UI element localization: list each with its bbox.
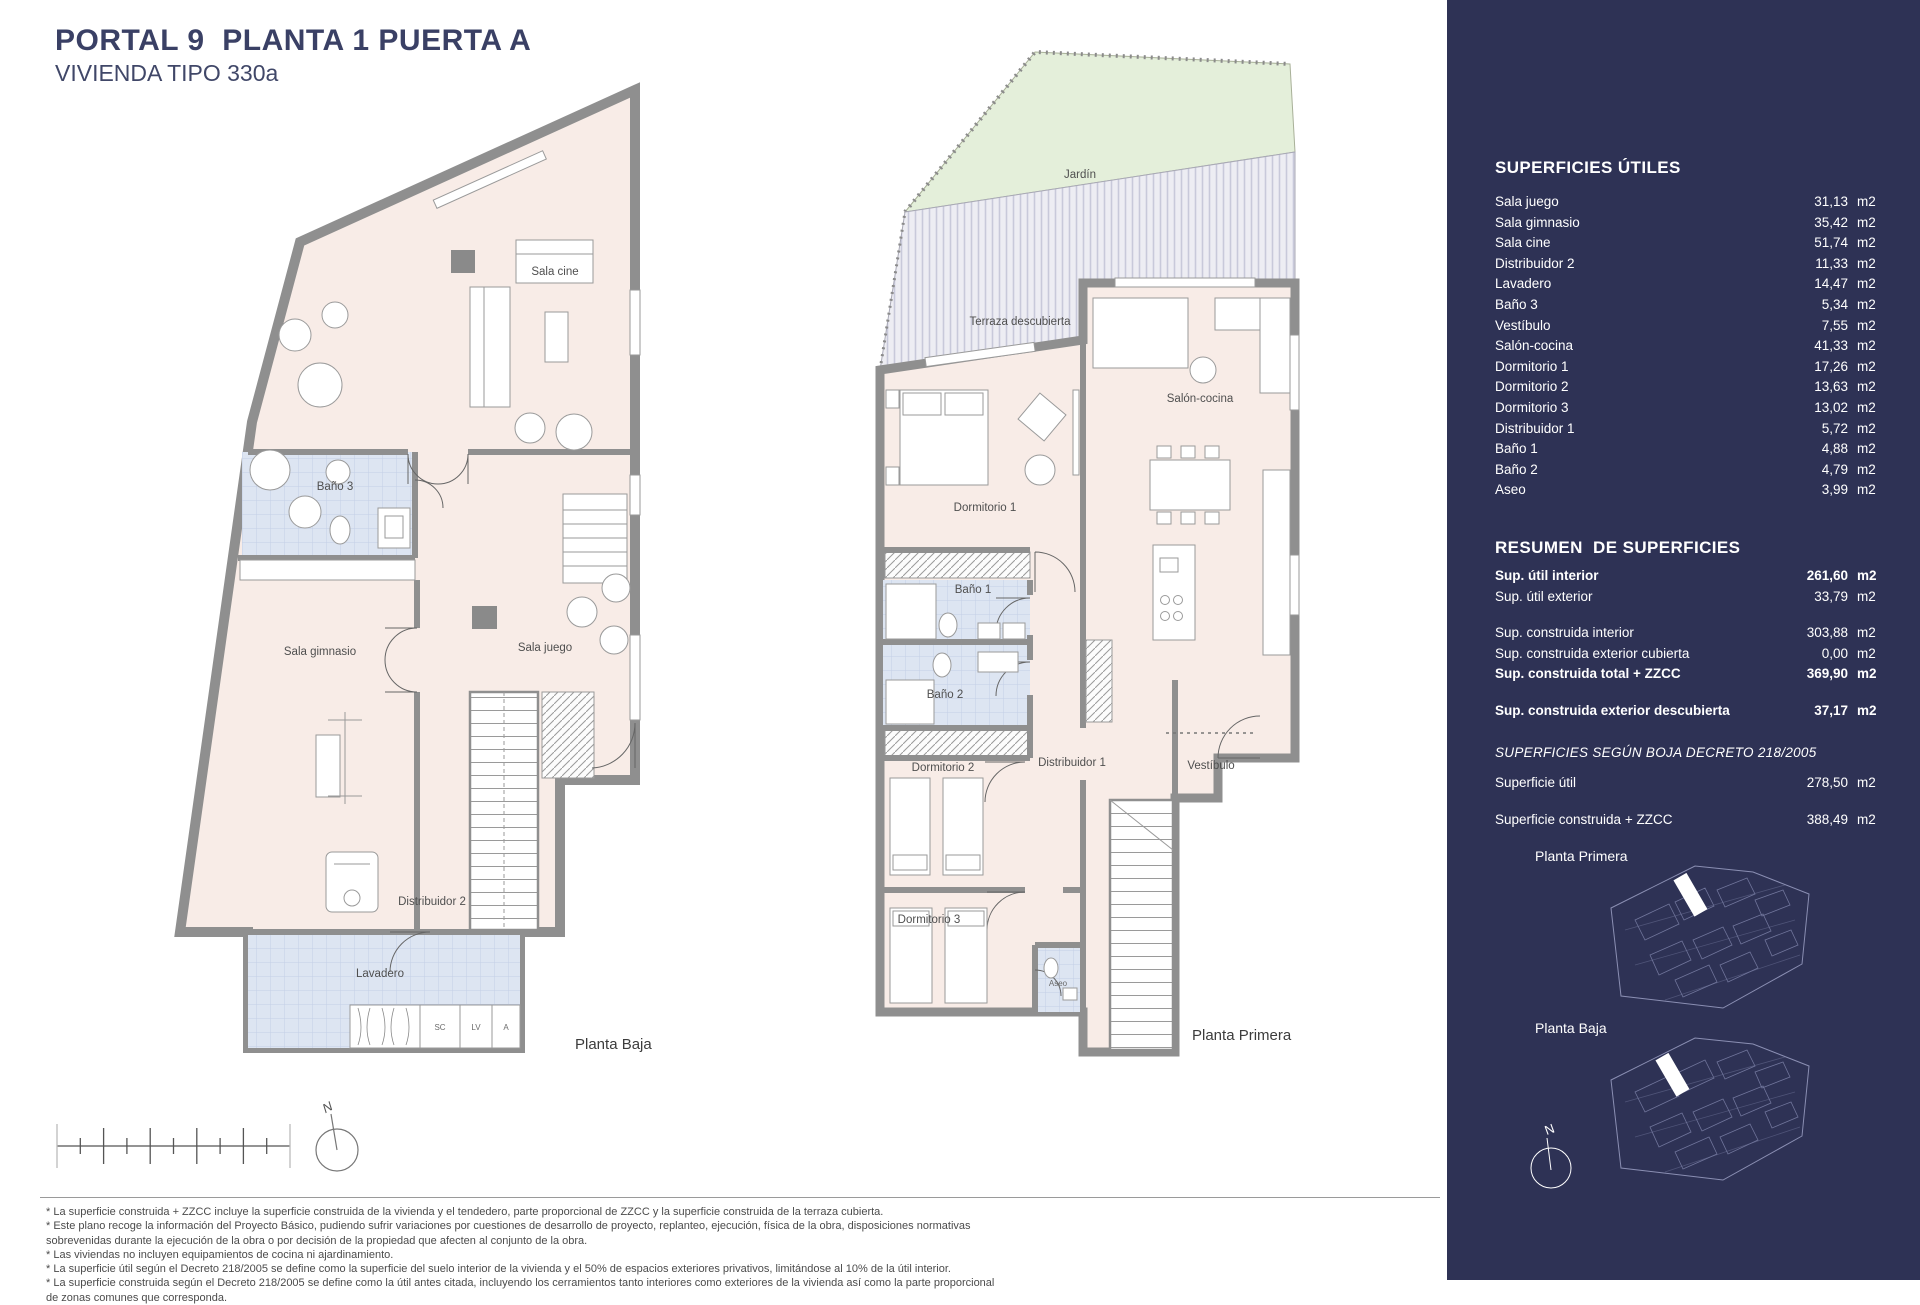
keyplan-planta-baja [1605, 1032, 1817, 1187]
resumen-table [1495, 568, 1887, 724]
area-row [1495, 775, 1887, 796]
area-label: Sup. construida interior [1495, 625, 1634, 641]
area-value: 13,02 [1814, 399, 1848, 415]
area-value: 31,13 [1814, 194, 1848, 209]
area-unit: m2 [1857, 235, 1876, 251]
area-row [1495, 338, 1887, 359]
superficies-utiles-table [1495, 194, 1887, 503]
keyplan-highlight [1655, 1053, 1689, 1097]
area-row [1495, 482, 1887, 503]
area-value: 11,33 [1815, 255, 1848, 271]
area-unit: m2 [1857, 276, 1876, 292]
area-value: 261,60 [1806, 568, 1848, 583]
area-unit: m2 [1857, 461, 1876, 477]
area-value: 4,88 [1821, 441, 1848, 457]
footnote: * Este plano recoge la información del Proyecto Básico, pudiendo sufrir variaciones por cuestiones de desarrollo de proyecto, replanteo, ejecución, física de la obra, disposiciones normativas sobrevenidas durante la ejecución de la obra o por decisión de la propiedad que afecten al conjunto de la obra. [46, 1220, 971, 1247]
area-label: Sup. construida exterior cubierta [1495, 645, 1690, 661]
area-row [1495, 194, 1887, 215]
area-row [1495, 276, 1887, 297]
area-unit: m2 [1857, 338, 1876, 354]
area-unit: m2 [1857, 482, 1876, 498]
area-label: Superficie construida + ZZCC [1495, 811, 1673, 827]
room-label-sala-cine: Sala cine [531, 266, 579, 278]
area-label: Dormitorio 2 [1495, 379, 1569, 395]
room-label-bano3: Baño 3 [316, 481, 354, 493]
room-label-sala-gimnasio: Sala gimnasio [283, 646, 357, 658]
footnote: * La superficie útil según el Decreto 218/2005 se define como la superficie del suelo interior de la vivienda y el 50% de espacios exteriores privativos, limitándose al 10% de la útil interior. [46, 1263, 951, 1276]
area-label: Distribuidor 1 [1495, 420, 1575, 436]
area-unit: m2 [1857, 441, 1876, 457]
area-value: 35,42 [1814, 214, 1848, 230]
area-row [1495, 256, 1887, 277]
area-label: Dormitorio 3 [1495, 399, 1569, 415]
room-label-dormitorio3: Dormitorio 3 [897, 914, 961, 926]
area-row [1495, 666, 1887, 687]
area-unit: m2 [1857, 214, 1876, 230]
room-label-dormitorio2: Dormitorio 2 [911, 762, 975, 774]
area-row [1495, 812, 1887, 833]
ground-floor-plan [130, 80, 710, 1070]
area-unit: m2 [1857, 399, 1876, 415]
area-value: 303,88 [1806, 625, 1848, 641]
room-label-distribuidor2: Distribuidor 2 [398, 896, 466, 908]
caption-planta-primera: Planta Primera [1192, 1027, 1292, 1044]
area-value: 388,49 [1806, 811, 1848, 827]
boja-table [1495, 775, 1887, 832]
area-value: 13,63 [1814, 379, 1848, 395]
area-row [1495, 400, 1887, 421]
compartment-label-lv: LV [471, 1023, 481, 1032]
scale-bar [45, 1098, 375, 1193]
wardrobe-dorm2 [885, 730, 1030, 756]
area-row [1495, 462, 1887, 483]
north-letter: N [319, 1098, 336, 1117]
area-unit: m2 [1857, 317, 1876, 333]
area-label: Vestíbulo [1495, 317, 1551, 333]
area-row [1495, 646, 1887, 667]
area-label: Sup. construida exterior descubierta [1495, 702, 1730, 718]
area-row [1495, 625, 1887, 646]
area-row [1495, 359, 1887, 380]
area-label: Baño 3 [1495, 296, 1538, 312]
footnotes [46, 1205, 1001, 1305]
compartment-label-sc: SC [434, 1023, 446, 1032]
area-row [1495, 318, 1887, 339]
area-value: 33,79 [1814, 588, 1848, 604]
room-label-vestibulo: Vestíbulo [1187, 760, 1235, 772]
room-label-jardin: Jardín [1064, 169, 1096, 181]
area-label: Sala juego [1495, 194, 1559, 209]
keyplan-label-primera: Planta Primera [1535, 848, 1628, 864]
north-letter: N [1542, 1120, 1557, 1138]
area-row [1495, 235, 1887, 256]
area-value: 37,17 [1814, 702, 1848, 718]
area-row [1495, 568, 1887, 589]
first-floor-plan [695, 40, 1305, 1060]
area-label: Baño 2 [1495, 461, 1538, 477]
keyplan-label-baja: Planta Baja [1535, 1020, 1607, 1036]
footnote-separator [40, 1197, 1440, 1198]
area-row [1495, 379, 1887, 400]
wardrobe-dorm1 [885, 552, 1030, 578]
room-label-sala-juego: Sala juego [517, 642, 573, 654]
area-label: Lavadero [1495, 276, 1552, 292]
area-label: Baño 1 [1495, 441, 1538, 457]
keyplan-planta-primera [1605, 860, 1817, 1015]
closet [240, 560, 415, 580]
area-value: 14,47 [1814, 276, 1848, 292]
area-unit: m2 [1857, 568, 1877, 583]
area-value: 5,72 [1821, 420, 1848, 436]
area-label: Distribuidor 2 [1495, 255, 1575, 271]
area-value: 17,26 [1814, 358, 1848, 374]
area-unit: m2 [1857, 666, 1877, 682]
caption-planta-baja: Planta Baja [575, 1036, 652, 1053]
area-label: Superficie útil [1495, 775, 1577, 790]
ground-staircase [470, 692, 594, 930]
column [472, 606, 497, 629]
area-unit: m2 [1857, 296, 1876, 312]
area-label: Sala gimnasio [1495, 214, 1580, 230]
room-label-distribuidor1: Distribuidor 1 [1038, 757, 1106, 769]
area-unit: m2 [1857, 255, 1876, 271]
area-row [1495, 589, 1887, 610]
area-unit: m2 [1857, 811, 1876, 827]
area-unit: m2 [1857, 775, 1876, 790]
area-value: 51,74 [1814, 235, 1848, 251]
area-unit: m2 [1857, 379, 1876, 395]
footnote: * Las viviendas no incluyen equipamientos de cocina ni ajardinamiento. [46, 1248, 394, 1261]
area-value: 41,33 [1814, 338, 1848, 354]
room-label-dormitorio1: Dormitorio 1 [953, 502, 1017, 514]
area-unit: m2 [1857, 645, 1876, 661]
area-value: 5,34 [1821, 296, 1848, 312]
area-unit: m2 [1857, 194, 1876, 209]
footnote: * La superficie construida + ZZCC incluye la superficie construida de la vivienda y el tendedero, parte proporcional de ZZCC y la superficie construida de la terraza cubierta. [46, 1206, 884, 1218]
lavadero-compartments [350, 1005, 520, 1048]
area-unit: m2 [1857, 358, 1876, 374]
area-row [1495, 441, 1887, 462]
area-label: Salón-cocina [1495, 338, 1574, 354]
area-label: Sala cine [1495, 235, 1551, 251]
area-label: Sup. construida total + ZZCC [1495, 666, 1681, 682]
room-label-salon-cocina: Salón-cocina [1166, 393, 1234, 405]
sidebar [1447, 0, 1920, 1280]
boja-title: SUPERFICIES SEGÚN BOJA DECRETO 218/2005 [1495, 745, 1817, 760]
area-value: 4,79 [1821, 461, 1848, 477]
room-label-bano1: Baño 1 [954, 584, 992, 596]
area-value: 278,50 [1806, 775, 1848, 790]
area-row [1495, 297, 1887, 318]
column [451, 250, 475, 273]
north-arrow [316, 1098, 358, 1171]
area-unit: m2 [1857, 702, 1877, 718]
area-label: Dormitorio 1 [1495, 358, 1569, 374]
area-value: 369,90 [1806, 666, 1848, 682]
sidebar-north-arrow [1517, 1118, 1587, 1203]
keyplan-highlight [1673, 873, 1707, 917]
room-label-bano2: Baño 2 [926, 689, 964, 701]
area-value: 0,00 [1821, 645, 1848, 661]
page-subtitle: VIVIENDA TIPO 330a [55, 60, 279, 86]
area-label: Sup. útil exterior [1495, 588, 1593, 604]
compartment-label-a: A [503, 1023, 509, 1032]
room-label-aseo: Aseo [1048, 979, 1068, 988]
area-value: 7,55 [1821, 317, 1848, 333]
area-unit: m2 [1857, 588, 1876, 604]
area-label: Sup. útil interior [1495, 568, 1599, 583]
area-unit: m2 [1857, 420, 1876, 436]
superficies-utiles-title: SUPERFICIES ÚTILES [1495, 158, 1681, 177]
area-row [1495, 421, 1887, 442]
area-row [1495, 703, 1887, 724]
area-label: Aseo [1495, 482, 1526, 498]
area-unit: m2 [1857, 625, 1876, 641]
room-label-lavadero: Lavadero [356, 968, 404, 980]
resumen-title: RESUMEN DE SUPERFICIES [1495, 538, 1741, 557]
area-row [1495, 215, 1887, 236]
area-value: 3,99 [1821, 482, 1848, 498]
footnote: * La superficie construida según el Decreto 218/2005 se define como la útil antes citada, incluyendo los cerramientos tanto interiores como exteriores de la vivienda así como la parte proporcional de zonas comunes que corresponda. [46, 1277, 995, 1304]
room-label-terraza: Terraza descubierta [969, 316, 1071, 328]
page-title: PORTAL 9 PLANTA 1 PUERTA A [55, 24, 532, 57]
